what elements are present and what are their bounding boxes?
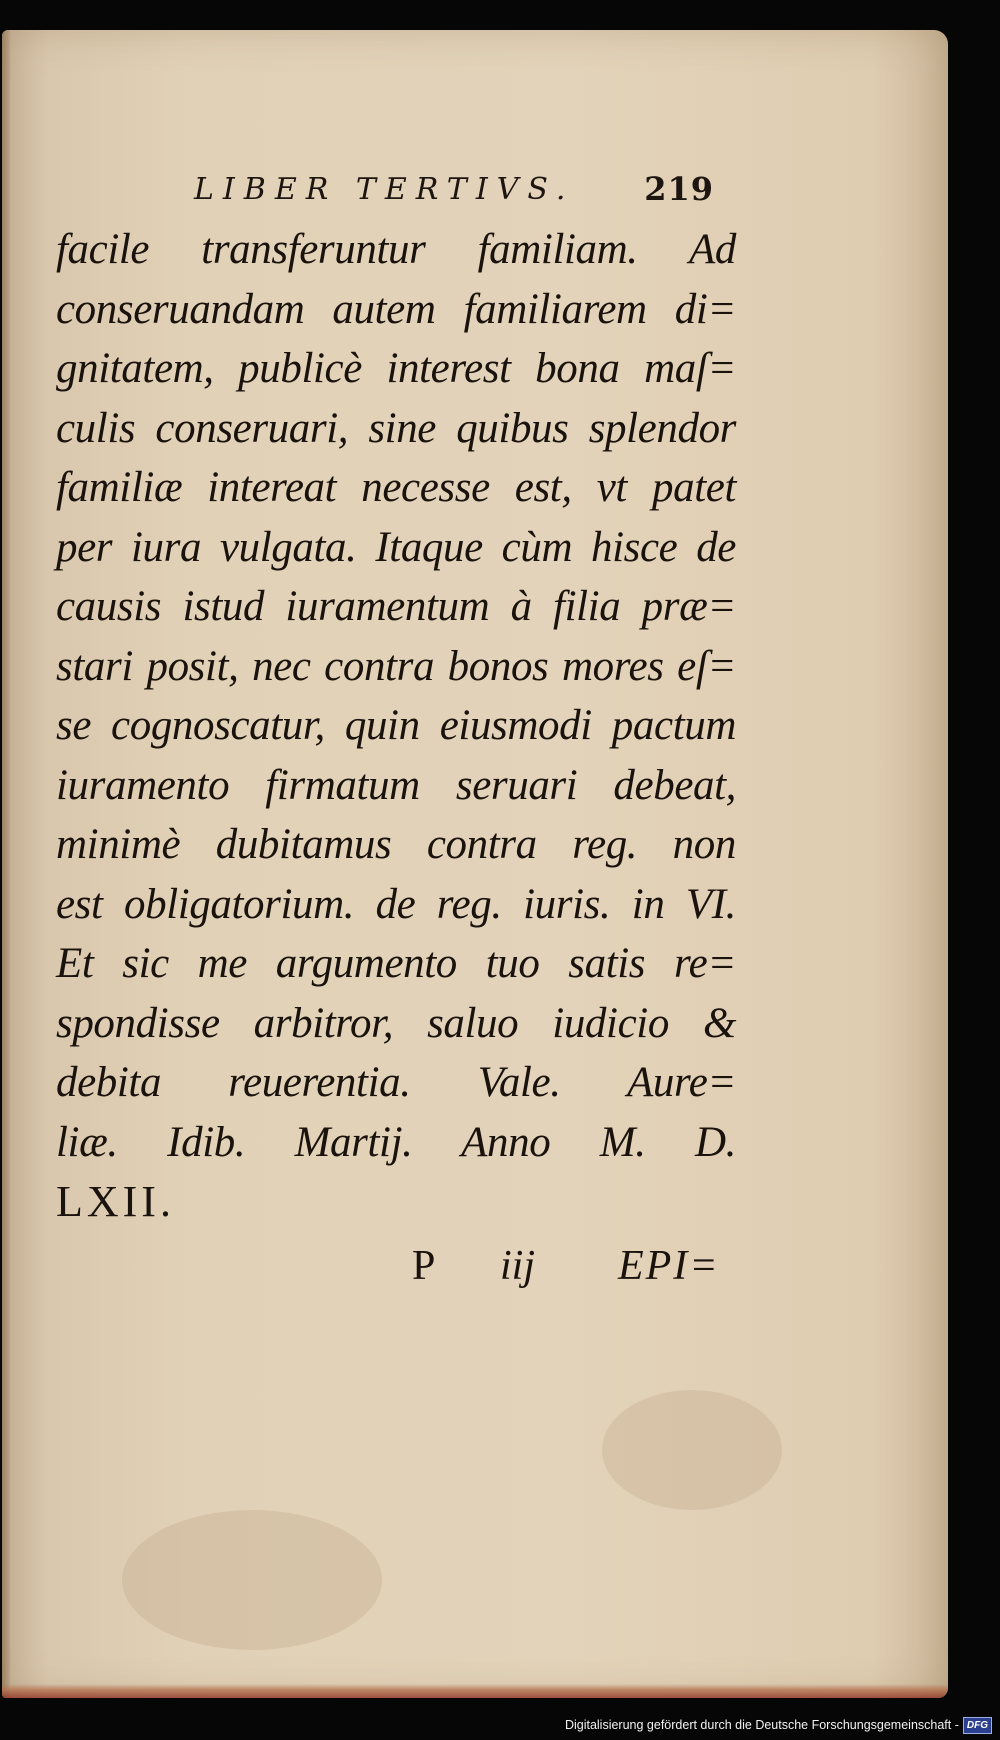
text-line: minimè dubitamus contra reg. non (56, 821, 736, 868)
running-head-title: LIBER TERTIVS. (194, 172, 575, 207)
book-page (2, 30, 948, 1698)
signature-number: iij (500, 1243, 536, 1289)
text-line: debita reuerentia. Vale. Aure= (56, 1059, 736, 1106)
text-line: conseruandam autem familiarem di= (56, 285, 736, 333)
text-line: gnitatem, publicè interest bona maſ= (56, 345, 736, 392)
text-line: se cognoscatur, quin eiusmodi pactum (56, 702, 736, 749)
page-bottom-edge (2, 1684, 948, 1698)
text-line: culis conseruari, sine quibus splendor (56, 404, 736, 452)
catchword: EPI= (618, 1243, 720, 1289)
text-line: iuramento firmatum seruari debeat, (56, 761, 736, 809)
text-line: per iura vulgata. Itaque cùm hisce de (56, 523, 736, 571)
digitization-credit (565, 1714, 992, 1736)
paper-stain (602, 1390, 782, 1510)
running-head (194, 172, 714, 212)
body-text (56, 220, 736, 1232)
page-gutter-shadow (2, 30, 10, 1698)
text-line: Et sic me argumento tuo satis re= (56, 940, 736, 987)
credit-text: Digitalisierung gefördert durch die Deutsche Forschungsgemeinschaft - (564, 1718, 959, 1732)
signature-mark: P (412, 1243, 436, 1289)
paper-stain (122, 1510, 382, 1650)
text-line: spondisse arbitror, saluo iudicio & (56, 999, 736, 1047)
dfg-logo: DFG (963, 1717, 992, 1734)
page-number: 219 (644, 170, 714, 208)
text-line: facile transferuntur familiam. Ad (56, 226, 736, 273)
signature-line (412, 1242, 732, 1302)
text-line: causis istud iuramentum à filia præ= (56, 583, 736, 630)
text-line: liæ. Idib. Martij. Anno M. D. (56, 1118, 736, 1166)
text-line-date: LXII. (56, 1177, 175, 1226)
text-line: stari posit, nec contra bonos mores eſ= (56, 642, 736, 690)
text-line: est obligatorium. de reg. iuris. in VI. (56, 880, 736, 928)
text-line: familiæ intereat necesse est, vt patet (56, 464, 736, 511)
